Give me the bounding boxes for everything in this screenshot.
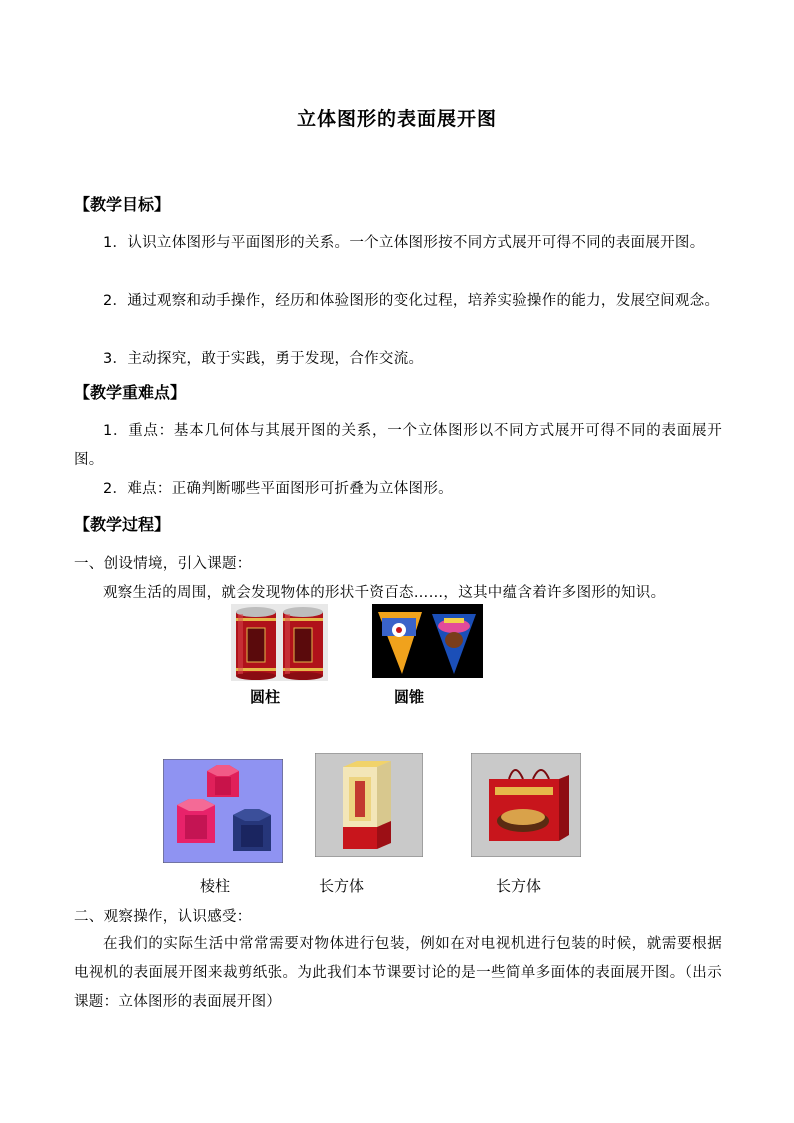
goal-item-2: 2．通过观察和动手操作，经历和体验图形的变化过程，培养实验操作的能力，发展空间观念。	[103, 293, 720, 309]
part2-title: 二、观察操作，认识感受：	[74, 909, 252, 925]
caption-cuboid-1: 长方体	[319, 877, 365, 895]
cylinder-photo	[231, 604, 328, 681]
cone-photo	[372, 604, 483, 678]
prism-boxes-photo	[163, 759, 283, 863]
cuboid-gift-bag-photo	[471, 753, 581, 857]
cuboid-box-photo	[315, 753, 423, 857]
key-point-item-2: 2．难点：正确判断哪些平面图形可折叠为立体图形。	[103, 481, 453, 497]
caption-prism: 棱柱	[200, 877, 231, 895]
goal-item-3: 3．主动探究，敢于实践，勇于发现，合作交流。	[103, 351, 424, 367]
key-point-item-1: 1．重点：基本几何体与其展开图的关系，一个立体图形以不同方式展开可得不同的表面展开图。	[74, 423, 722, 468]
goal-item-1: 1．认识立体图形与平面图形的关系。一个立体图形按不同方式展开可得不同的表面展开图。	[103, 235, 705, 251]
part1-title: 一、创设情境，引入课题：	[74, 556, 252, 572]
part2-text: 在我们的实际生活中常常需要对物体进行包装，例如在对电视机进行包装的时候，就需要根据电视机的表面展开图来裁剪纸张。为此我们本节课要讨论的是一些简单多面体的表面展开图。（出示课题：立体图形的表面展开图）	[74, 936, 722, 1010]
caption-cuboid-2: 长方体	[496, 877, 542, 895]
caption-cylinder: 圆柱	[250, 688, 281, 706]
section-heading-key-points: 【教学重难点】	[74, 383, 187, 402]
page-title: 立体图形的表面展开图	[296, 108, 497, 130]
caption-cone: 圆锥	[394, 688, 425, 706]
section-heading-process: 【教学过程】	[74, 515, 171, 534]
section-heading-goals: 【教学目标】	[74, 195, 171, 214]
part1-text: 观察生活的周围，就会发现物体的形状千资百态……，这其中蕴含着许多图形的知识。	[103, 585, 666, 601]
